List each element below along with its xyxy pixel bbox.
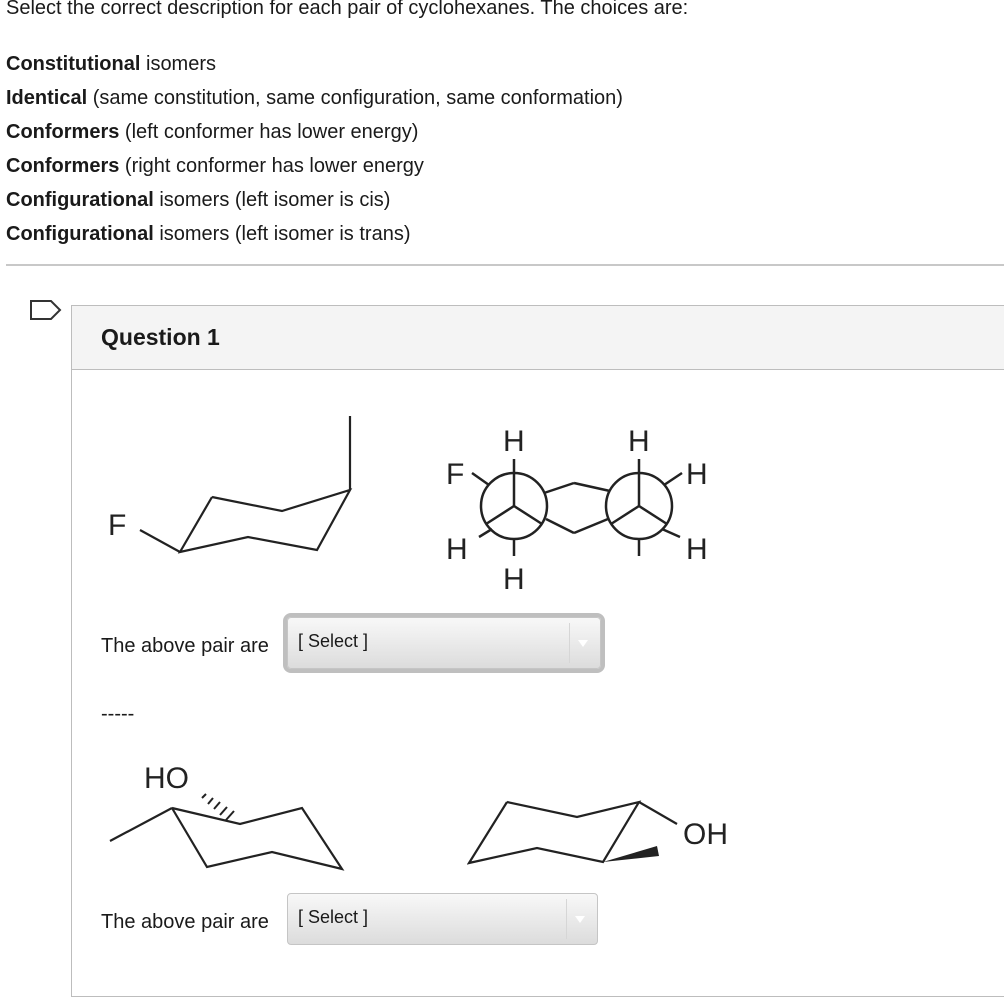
pair2-prompt: The above pair are (101, 911, 269, 933)
chevron-down-icon (569, 623, 596, 663)
choice-item: Conformers (left conformer has lower energy) (6, 121, 419, 143)
atom-label: F (446, 458, 465, 491)
molecule-chair-fluoro (102, 411, 372, 566)
choice-item: Configurational isomers (left isomer is trans) (6, 223, 411, 245)
chevron-down-icon (566, 899, 593, 939)
atom-label: H (503, 425, 525, 458)
choices-list (6, 47, 623, 251)
question-box (71, 305, 1004, 997)
pair1-select-value: [ Select ] (298, 631, 369, 651)
choice-item: Constitutional isomers (6, 53, 217, 75)
flag-question-icon[interactable] (29, 299, 63, 321)
atom-label: H (628, 425, 650, 458)
pair1-select-dropdown[interactable] (287, 617, 601, 669)
molecule-chair-hydroxy-right (467, 776, 777, 891)
atom-label: H (686, 458, 708, 491)
atom-label: H (503, 563, 525, 596)
divider (6, 264, 1004, 266)
choice-item: Identical (same constitution, same configuration, same conformation) (6, 87, 623, 109)
pair1-prompt: The above pair are (101, 635, 269, 657)
molecule-chair-hydroxy-left (102, 746, 392, 886)
atom-label: H (446, 533, 468, 566)
instructions-text: Select the correct description for each pair of cyclohexanes. The choices are: (6, 0, 689, 19)
atom-label: OH (683, 818, 728, 851)
atom-label: H (686, 533, 708, 566)
question-title: Question 1 (101, 324, 220, 350)
pair-separator: ----- (101, 703, 135, 725)
atom-label: HO (144, 762, 189, 795)
atom-label: F (108, 509, 127, 542)
pair2-select-value: [ Select ] (298, 907, 369, 927)
choice-item: Configurational isomers (left isomer is cis) (6, 189, 391, 211)
molecule-newman-projection (434, 411, 734, 596)
question-header (72, 306, 1004, 370)
pair2-select-dropdown[interactable] (287, 893, 598, 945)
choice-item: Conformers (right conformer has lower energy (6, 155, 424, 177)
